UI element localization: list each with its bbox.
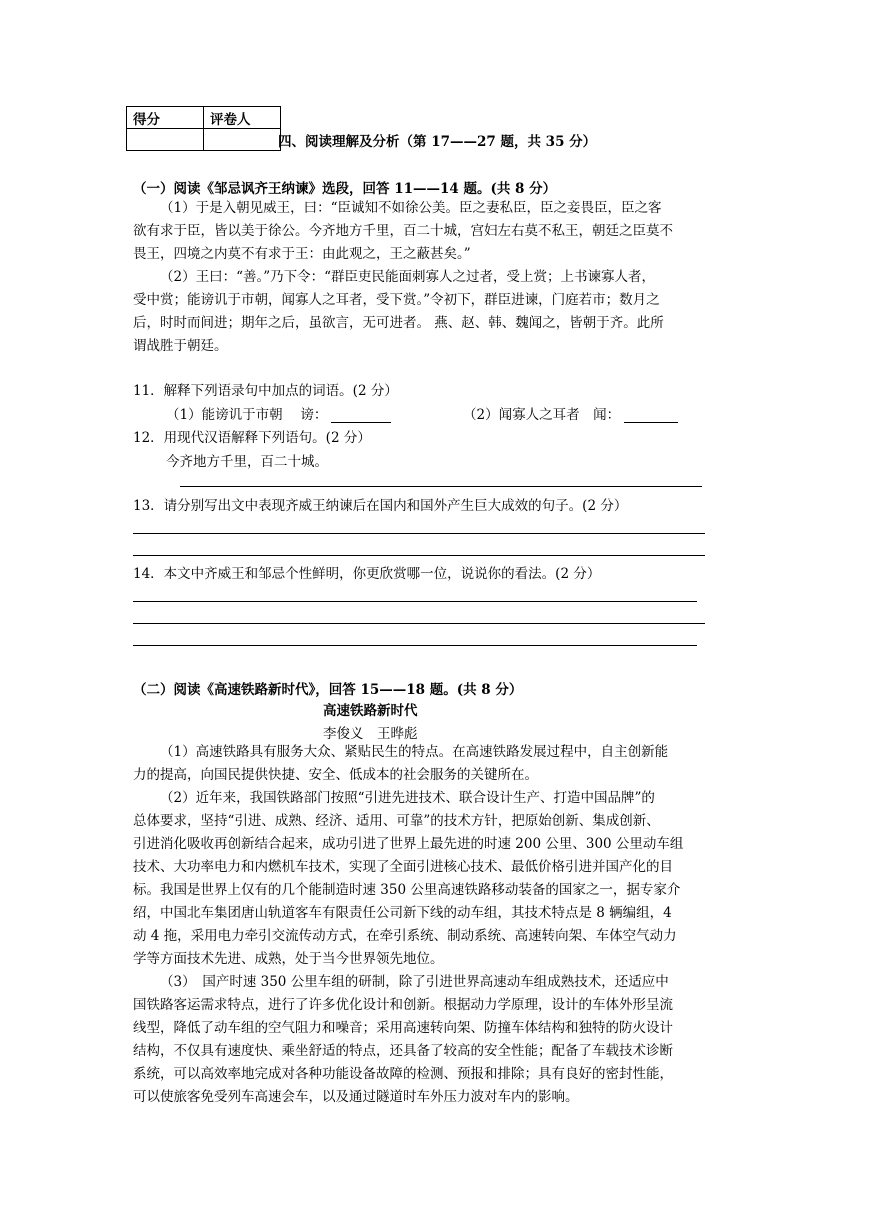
answer-line[interactable] bbox=[133, 555, 705, 556]
text-line: 标。我国是世界上仅有的几个能制造时速 350 公里高速铁路移动装备的国家之一，据专家介 bbox=[133, 882, 681, 898]
part2-paragraph-1 bbox=[133, 741, 737, 787]
answer-line[interactable] bbox=[180, 486, 702, 487]
answer-line[interactable] bbox=[133, 623, 705, 624]
part1-paragraph-1 bbox=[133, 197, 737, 266]
score-cell[interactable] bbox=[127, 129, 204, 151]
question-12: 12．用现代汉语解释下列语句。(2 分） bbox=[133, 430, 371, 446]
text-line: 欲有求于臣，皆以美于徐公。今齐地方千里，百二十城，宫妇左右莫不私王，朝廷之臣莫不 bbox=[133, 223, 673, 239]
text-line: 引进消化吸收再创新结合起来，成功引进了世界上最先进的时速 200 公里、300 公里动车组 bbox=[133, 836, 684, 852]
text-line: 国铁路客运需求特点，进行了许多优化设计和创新。根据动力学原理，设计的车体外形呈流 bbox=[133, 997, 673, 1013]
text-line: （2）近年来，我国铁路部门按照“引进先进技术、联合设计生产、打造中国品牌”的 bbox=[160, 790, 655, 806]
text-line: 结构，不仅具有速度快、乘坐舒适的特点，还具备了较高的安全性能；配备了车载技术诊断 bbox=[133, 1043, 673, 1059]
part1-heading: （一）阅读《邹忌讽齐王纳谏》选段，回答 11——14 题。(共 8 分） bbox=[133, 181, 557, 197]
text-line: （3） 国产时速 350 公里车组的研制，除了引进世界高速动车组成熟技术，还适应中 bbox=[160, 974, 669, 990]
answer-line[interactable] bbox=[133, 533, 705, 534]
text-line: 系统，可以高效率地完成对各种功能设备故障的检测、预报和排除；具有良好的密封性能， bbox=[133, 1066, 673, 1082]
text-line: 学等方面技术先进、成熟，处于当今世界领先地位。 bbox=[133, 951, 444, 967]
article-title: 高速铁路新时代 bbox=[323, 703, 418, 719]
article-authors: 李俊义 王晔彪 bbox=[323, 726, 418, 742]
answer-line[interactable] bbox=[133, 645, 697, 646]
text-line: 畏王，四境之内莫不有求于王：由此观之，王之蔽甚矣。” bbox=[133, 246, 471, 262]
text-line: 技术、大功率电力和内燃机车技术，实现了全面引进核心技术、最低价格引进并国产化的目 bbox=[133, 859, 673, 875]
text-line: 线型，降低了动车组的空气阻力和噪音；采用高速转向架、防撞车体结构和独特的防火设计 bbox=[133, 1020, 673, 1036]
part2-heading: （二）阅读《高速铁路新时代》，回答 15——18 题。(共 8 分） bbox=[133, 682, 523, 698]
text-line: （1）于是入朝见威王，曰：“臣诚知不如徐公美。臣之妻私臣，臣之妾畏臣，臣之客 bbox=[160, 200, 662, 216]
grader-cell[interactable] bbox=[204, 129, 281, 151]
text-line: 受中赏；能谤讥于市朝，闻寡人之耳者，受下赏。”令初下，群臣进谏，门庭若市；数月之 bbox=[133, 292, 660, 308]
question-11-b bbox=[463, 403, 678, 423]
part1-paragraph-2 bbox=[133, 266, 737, 358]
score-table bbox=[126, 106, 281, 151]
part2-paragraph-3 bbox=[133, 971, 737, 1109]
question-11: 11．解释下列语录句中加点的词语。(2 分） bbox=[133, 383, 398, 399]
question-12-sentence: 今齐地方千里，百二十城。 bbox=[166, 454, 328, 470]
part2-paragraph-2 bbox=[133, 787, 737, 971]
question-11-b-text: （2）闻寡人之耳者 闻： bbox=[463, 407, 621, 423]
question-11-a bbox=[166, 403, 391, 423]
question-11-a-text: （1）能谤讥于市朝 谤： bbox=[166, 407, 328, 423]
question-13: 13．请分别写出文中表现齐威王纳谏后在国内和国外产生巨大成效的句子。(2 分） bbox=[133, 498, 628, 514]
text-line: 可以使旅客免受列车高速会车，以及通过隧道时车外压力波对车内的影响。 bbox=[133, 1089, 579, 1105]
score-header: 得分 bbox=[127, 107, 204, 129]
answer-line[interactable] bbox=[133, 601, 697, 602]
text-line: 后，时时而间进；期年之后，虽欲言，无可进者。 燕、赵、韩、魏闻之，皆朝于齐。此所 bbox=[133, 315, 664, 331]
text-line: 绍，中国北车集团唐山轨道客车有限责任公司新下线的动车组，其技术特点是 8 辆编组，4 bbox=[133, 905, 672, 921]
text-line: 总体要求，坚持“引进、成熟、经济、适用、可靠”的技术方针，把原始创新、集成创新、 bbox=[133, 813, 660, 829]
text-line: 谓战胜于朝廷。 bbox=[133, 338, 228, 354]
text-line: 动 4 拖，采用电力牵引交流传动方式，在牵引系统、制动系统、高速转向架、车体空气动力 bbox=[133, 928, 677, 944]
text-line: （1）高速铁路具有服务大众、紧贴民生的特点。在高速铁路发展过程中，自主创新能 bbox=[160, 744, 669, 760]
section-title: 四、阅读理解及分析（第 17——27 题，共 35 分） bbox=[278, 134, 597, 150]
answer-blank[interactable] bbox=[331, 408, 391, 423]
text-line: （2）王曰：“善。”乃下令：“群臣吏民能面刺寡人之过者，受上赏；上书谏寡人者， bbox=[160, 269, 656, 285]
grader-header: 评卷人 bbox=[204, 107, 281, 129]
text-line: 力的提高，向国民提供快捷、安全、低成本的社会服务的关键所在。 bbox=[133, 767, 538, 783]
question-14: 14．本文中齐威王和邹忌个性鲜明，你更欣赏哪一位，说说你的看法。(2 分） bbox=[133, 566, 601, 582]
answer-blank[interactable] bbox=[624, 408, 678, 423]
